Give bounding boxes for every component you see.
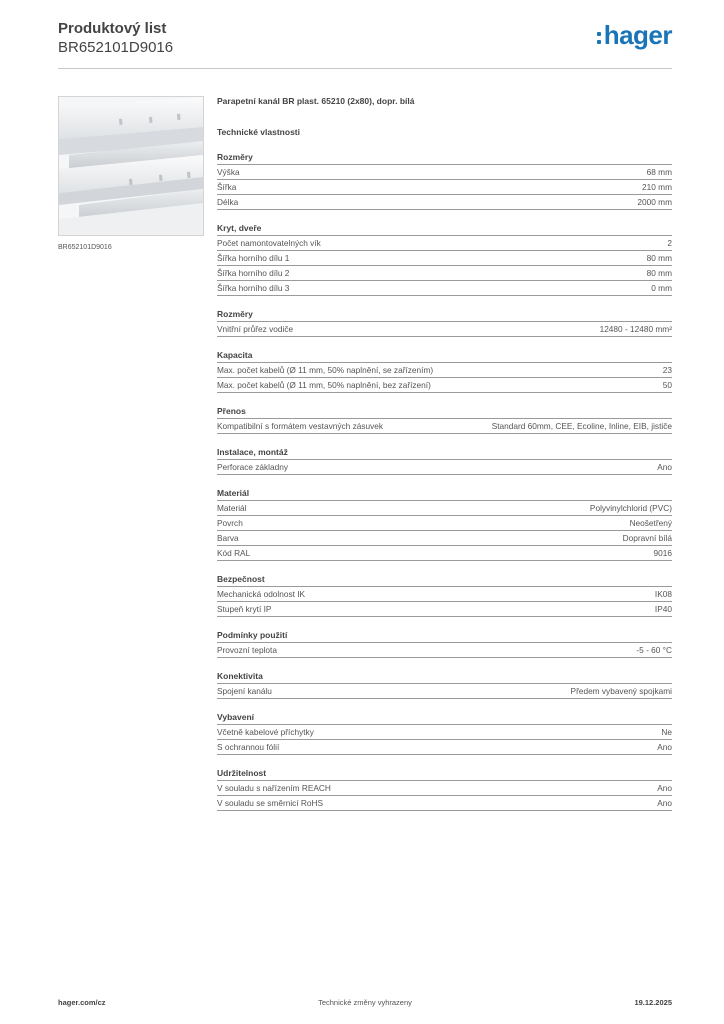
- spec-label: V souladu se směrnicí RoHS: [217, 798, 324, 808]
- spec-row: [217, 740, 672, 755]
- spec-group-title: Udržitelnost: [217, 768, 672, 781]
- spec-group-title: Materiál: [217, 488, 672, 501]
- spec-group-title: Instalace, montáž: [217, 447, 672, 460]
- spec-value: 2: [667, 238, 672, 248]
- product-name: Parapetní kanál BR plast. 65210 (2x80), dopr. bílá: [217, 96, 415, 106]
- spec-label: Max. počet kabelů (Ø 11 mm, 50% naplnění, bez zařízení): [217, 380, 431, 390]
- spec-label: S ochrannou fólií: [217, 742, 280, 752]
- spec-label: Šířka horního dílu 1: [217, 253, 290, 263]
- spec-row: [217, 516, 672, 531]
- document-title: Produktový list: [58, 20, 167, 37]
- spec-value: 80 mm: [646, 268, 672, 278]
- spec-group: [217, 350, 672, 393]
- spec-value: Polyvinylchlorid (PVC): [589, 503, 672, 513]
- page-footer: [58, 998, 672, 1010]
- spec-group: [217, 630, 672, 658]
- spec-group: [217, 309, 672, 337]
- spec-row: [217, 236, 672, 251]
- spec-label: Šířka: [217, 182, 237, 192]
- footer-disclaimer: Technické změny vyhrazeny: [318, 998, 412, 1007]
- spec-value: 80 mm: [646, 253, 672, 263]
- spec-value: Ano: [657, 742, 672, 752]
- spec-value: Neošetřený: [629, 518, 672, 528]
- spec-value: 68 mm: [646, 167, 672, 177]
- spec-value: 2000 mm: [637, 197, 672, 207]
- spec-row: [217, 781, 672, 796]
- spec-group: [217, 488, 672, 561]
- spec-panel: [217, 96, 672, 811]
- spec-label: Kód RAL: [217, 548, 251, 558]
- spec-label: Povrch: [217, 518, 243, 528]
- spec-label: Kompatibilní s formátem vestavných zásuvek: [217, 421, 384, 431]
- spec-row: [217, 165, 672, 180]
- spec-value: 210 mm: [642, 182, 672, 192]
- spec-label: Barva: [217, 533, 239, 543]
- spec-group-title: Kapacita: [217, 350, 672, 363]
- spec-label: V souladu s nařízením REACH: [217, 783, 331, 793]
- spec-group-title: Konektivita: [217, 671, 672, 684]
- spec-group-title: Bezpečnost: [217, 574, 672, 587]
- spec-group-title: Přenos: [217, 406, 672, 419]
- spec-group: [217, 574, 672, 617]
- spec-row: [217, 602, 672, 617]
- spec-label: Stupeň krytí IP: [217, 604, 272, 614]
- logo-dots-icon: [597, 30, 601, 46]
- spec-group: [217, 712, 672, 755]
- spec-group-title: Podmínky použití: [217, 630, 672, 643]
- spec-value: 9016: [653, 548, 672, 558]
- spec-row: [217, 796, 672, 811]
- spec-label: Max. počet kabelů (Ø 11 mm, 50% naplnění, se zařízením): [217, 365, 434, 375]
- spec-value: Dopravní bílá: [622, 533, 672, 543]
- spec-value: IP40: [654, 604, 672, 614]
- hager-logo: [597, 20, 672, 51]
- spec-group: [217, 768, 672, 811]
- spec-label: Výška: [217, 167, 240, 177]
- spec-row: [217, 378, 672, 393]
- spec-value: 0 mm: [651, 283, 672, 293]
- spec-group: [217, 406, 672, 434]
- spec-value: 23: [662, 365, 672, 375]
- spec-group-title: Rozměry: [217, 309, 672, 322]
- product-image: [58, 96, 204, 236]
- spec-row: [217, 587, 672, 602]
- spec-value: IK08: [654, 589, 672, 599]
- spec-value: Ano: [657, 462, 672, 472]
- spec-label: Délka: [217, 197, 239, 207]
- spec-value: Ano: [657, 783, 672, 793]
- product-code: BR652101D9016: [58, 39, 174, 56]
- page-header: [58, 20, 672, 70]
- spec-row: [217, 419, 672, 434]
- spec-label: Počet namontovatelných vík: [217, 238, 321, 248]
- spec-row: [217, 281, 672, 296]
- spec-group: [217, 223, 672, 296]
- spec-label: Provozní teplota: [217, 645, 277, 655]
- spec-label: Vnitřní průřez vodiče: [217, 324, 294, 334]
- spec-value: 50: [662, 380, 672, 390]
- spec-row: [217, 251, 672, 266]
- spec-row: [217, 180, 672, 195]
- spec-value: 12480 - 12480 mm²: [599, 324, 672, 334]
- spec-label: Perforace základny: [217, 462, 289, 472]
- spec-label: Mechanická odolnost IK: [217, 589, 306, 599]
- spec-row: [217, 195, 672, 210]
- spec-row: [217, 531, 672, 546]
- spec-label: Šířka horního dílu 3: [217, 283, 290, 293]
- footer-date: 19.12.2025: [634, 998, 672, 1007]
- spec-label: Šířka horního dílu 2: [217, 268, 290, 278]
- spec-group-title: Rozměry: [217, 152, 672, 165]
- footer-website: hager.com/cz: [58, 998, 106, 1007]
- spec-label: Včetně kabelové příchytky: [217, 727, 314, 737]
- spec-value: Ano: [657, 798, 672, 808]
- technical-properties-heading: Technické vlastnosti: [217, 127, 300, 137]
- spec-value: Předem vybavený spojkami: [570, 686, 672, 696]
- spec-row: [217, 643, 672, 658]
- spec-group: [217, 447, 672, 475]
- image-caption: BR652101D9016: [58, 244, 112, 251]
- spec-groups: [217, 152, 672, 811]
- spec-value: -5 - 60 °C: [636, 645, 672, 655]
- spec-row: [217, 322, 672, 337]
- spec-row: [217, 460, 672, 475]
- spec-group-title: Kryt, dveře: [217, 223, 672, 236]
- spec-value: Ne: [661, 727, 672, 737]
- spec-row: [217, 684, 672, 699]
- spec-label: Materiál: [217, 503, 247, 513]
- spec-label: Spojení kanálu: [217, 686, 272, 696]
- spec-group: [217, 671, 672, 699]
- spec-row: [217, 546, 672, 561]
- spec-group: [217, 152, 672, 210]
- logo-text: hager: [603, 20, 672, 50]
- spec-value: Standard 60mm, CEE, Ecoline, Inline, EIB, jističe: [491, 421, 672, 431]
- spec-row: [217, 501, 672, 516]
- spec-row: [217, 725, 672, 740]
- spec-group-title: Vybavení: [217, 712, 672, 725]
- spec-row: [217, 363, 672, 378]
- spec-row: [217, 266, 672, 281]
- header-divider: [58, 68, 672, 69]
